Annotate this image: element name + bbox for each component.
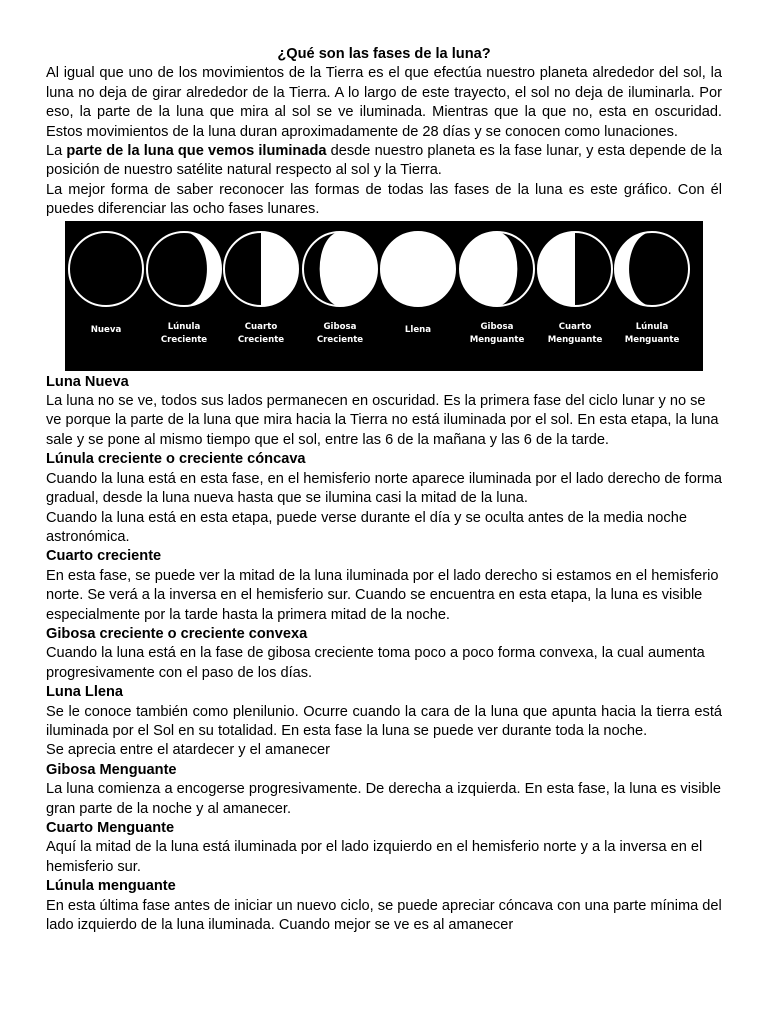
moon-phases-graphic bbox=[65, 221, 703, 371]
section-paragraph: La luna no se ve, todos sus lados permanecen en oscuridad. Es la primera fase del ciclo lunar y no se ve porque la parte de la luna que mira hacia la Tierra no está iluminada por el sol. En esta etapa, la luna sale y se pone al mismo tiempo que el sol, entre las 6 de la mañana y las 6 de la tarde. bbox=[46, 393, 719, 448]
section-paragraph: Se le conoce también como plenilunio. Ocurre cuando la cara de la luna que apunta hacia la tierra está iluminada por el Sol en su totalidad. En esta fase la luna se puede ver durante toda la noche. bbox=[46, 703, 722, 739]
section-paragraph: Se aprecia entre el atardecer y el amanecer bbox=[46, 742, 330, 759]
section-paragraph: Cuando la luna está en esta etapa, puede verse durante el día y se oculta antes de la media noche astronómica. bbox=[46, 509, 687, 545]
section-heading: Lúnula menguante bbox=[46, 878, 176, 895]
section-heading: Cuarto creciente bbox=[46, 548, 162, 565]
waxing-crescent-moon-icon bbox=[147, 232, 221, 306]
section-paragraph: Aquí la mitad de la luna está iluminada por el lado izquierdo en el hemisferio norte y a la inversa en el hemisferio sur. bbox=[46, 839, 703, 875]
section-paragraph: La luna comienza a encogerse progresivamente. De derecha a izquierda. En esta fase, la luna es visible gran parte de la noche y al amanecer. bbox=[46, 781, 721, 817]
moon-phases-figure bbox=[65, 221, 703, 371]
waxing-gibbous-moon-icon bbox=[303, 232, 377, 306]
phase-caption-line1: Lúnula bbox=[167, 321, 201, 332]
phase-caption-line1: Lúnula bbox=[635, 321, 669, 332]
document-page bbox=[46, 45, 722, 935]
waning-gibbous-moon-icon bbox=[460, 232, 534, 306]
phase-caption-line2: Menguante bbox=[624, 334, 680, 345]
phase-caption-line2: Creciente bbox=[316, 334, 364, 345]
section-heading: Lúnula creciente o creciente cóncava bbox=[46, 451, 306, 468]
phase-caption-line2: Menguante bbox=[547, 334, 603, 345]
document-title: ¿Qué son las fases de la luna? bbox=[277, 46, 491, 62]
section-heading: Luna Nueva bbox=[46, 373, 129, 390]
section-heading: Gibosa creciente o creciente convexa bbox=[46, 625, 308, 642]
intro-paragraph-1: Al igual que uno de los movimientos de la Tierra es el que efectúa nuestro planeta alrededor del sol, la luna no deja de girar alrededor de la Tierra. A lo largo de este trayecto, el sol no deja de iluminarla. Por eso, la parte de la luna que mira al sol se ve iluminada. Mientras que la que no, esta en oscuridad. Estos movimientos de la luna duran aproximadamente de 28 días y se conocen como lunaciones. bbox=[46, 65, 722, 140]
phase-caption-line2: Creciente bbox=[237, 334, 285, 345]
section-heading: Gibosa Menguante bbox=[46, 761, 177, 778]
section-paragraph: En esta fase, se puede ver la mitad de la luna iluminada por el lado derecho si estamos en el hemisferio norte. Se verá a la inversa en el hemisferio sur. Cuando se encuentra en esta etapa, la luna es visible especialmente por la tarde hasta la primera mitad de la noche. bbox=[46, 567, 719, 623]
last-quarter-moon-icon bbox=[538, 232, 612, 306]
intro-p2-bold: parte de la luna que vemos iluminada bbox=[66, 143, 327, 160]
section-heading: Cuarto Menguante bbox=[46, 820, 175, 836]
phase-caption-line1: Nueva bbox=[90, 324, 122, 335]
first-quarter-moon-icon bbox=[224, 232, 298, 306]
phase-caption-line2: Menguante bbox=[469, 334, 525, 345]
phase-caption-line1: Gibosa bbox=[323, 321, 357, 332]
section-paragraph: En esta última fase antes de iniciar un nuevo ciclo, se puede apreciar cóncava con una parte mínima del lado izquierdo de la luna iluminada. Cuando mejor se ve es al amanecer bbox=[46, 897, 722, 934]
phase-caption-line1: Gibosa bbox=[480, 321, 514, 332]
phase-caption-line1: Cuarto bbox=[244, 321, 278, 332]
phase-caption-line2: Creciente bbox=[160, 334, 208, 345]
intro-p2-prefix: La bbox=[46, 143, 67, 160]
section-paragraph: Cuando la luna está en esta fase, en el hemisferio norte aparece iluminada por el lado derecho de forma gradual, desde la luna nueva hasta que se ilumina casi la mitad de la luna. bbox=[46, 470, 722, 507]
new-moon-icon bbox=[69, 232, 143, 306]
phase-caption-line1: Cuarto bbox=[558, 321, 592, 332]
phase-sections bbox=[46, 373, 722, 936]
section-paragraph: Cuando la luna está en la fase de gibosa creciente toma poco a poco forma convexa, la cual aumenta progresivamente con el paso de los días. bbox=[46, 645, 705, 681]
intro-p2-suffix: desde nuestro planeta es la fase lunar, y esta depende de la posición de nuestro satélite natural respecto al sol y la Tierra. bbox=[46, 143, 722, 179]
intro-paragraph-3: La mejor forma de saber reconocer las formas de todas las fases de la luna es este gráfico. Con él puedes diferenciar las ocho fases lunares. bbox=[46, 181, 722, 218]
intro-paragraph-2 bbox=[46, 142, 722, 181]
full-moon-icon bbox=[381, 232, 455, 306]
waning-crescent-moon-icon bbox=[615, 232, 689, 306]
section-heading: Luna Llena bbox=[46, 684, 124, 701]
phase-caption-line1: Llena bbox=[404, 324, 432, 335]
